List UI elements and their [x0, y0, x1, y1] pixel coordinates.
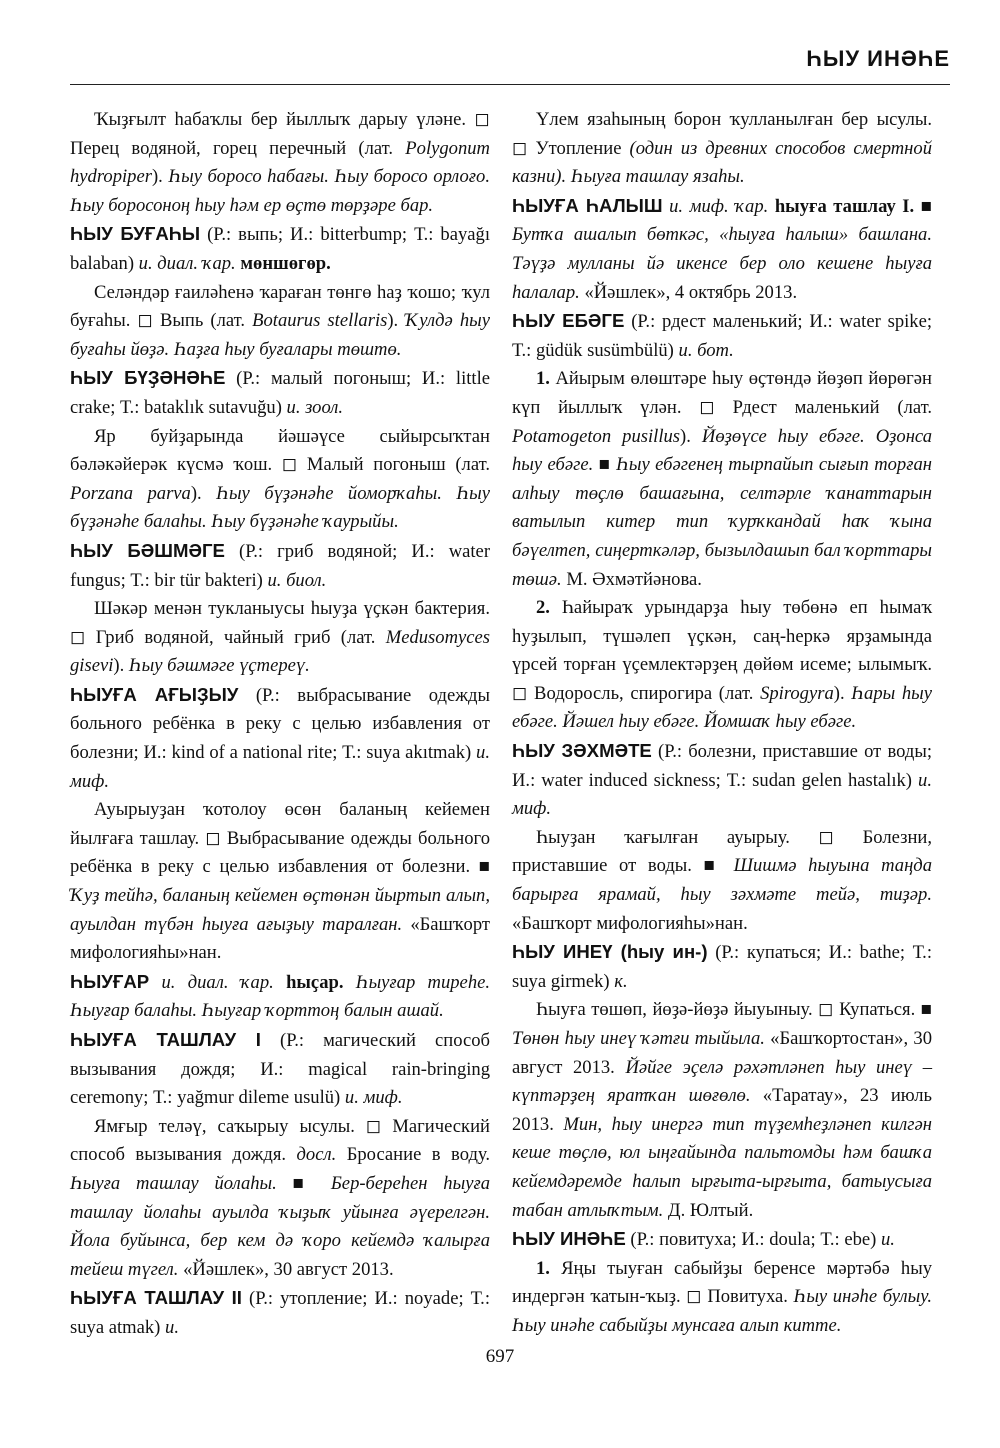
italic-text: Һыу бәшмәге үҫтереү.: [128, 655, 310, 677]
headword: ҺЫУҒАР: [70, 970, 150, 992]
headword: ҺЫУ ЕБӘГЕ: [512, 310, 625, 332]
text-run: (Р.: утопление; И.: noyade; Т.: suya atmak): [70, 1288, 490, 1338]
text-run: «Йәшлек», 30 август 2013.: [178, 1258, 394, 1280]
page-number: 697: [485, 1346, 515, 1367]
entry-definition: [70, 595, 490, 681]
entry-definition: [70, 423, 490, 537]
entry-definition: [70, 106, 490, 220]
headword: ҺЫУ БУҒАҺЫ: [70, 223, 201, 245]
bold-text: 2.: [536, 597, 550, 619]
text-run: (Р.: повитуха; И.: doula; Т.: ebe): [625, 1229, 881, 1251]
text-run: Д. Юлтый.: [663, 1199, 754, 1221]
text-run: Һыуҙан ҡағылған ауырыу. ◻ Болезни, приставшие от воды. ■: [512, 826, 932, 877]
text-run: Ҡыҙғылт һабаҡлы бер йыллыҡ дарыу үләнe. ◻ Перец водяной, горец перечный (лат.: [70, 109, 490, 159]
bold-text: 1.: [536, 368, 550, 390]
italic-text: Ҡуҙ тейһә, баланың кейемен өҫтөнән йыртып алып, ауылдан түбән һыуға ағыҙыу таралған.: [70, 885, 490, 935]
italic-text: Һыу инәһе булыу. Һыу инәһе сабыйҙы мунсаға алып китте.: [512, 1286, 932, 1336]
text-run: (Р.: магический способ вызывания дождя; И.: magical rain-bringing ceremony; Т.: yağmur dileme usulü): [70, 1030, 490, 1109]
bold-text: мөншөгөр.: [240, 252, 331, 274]
italic-text: Төнөн һыу инеү ҡәтғи тыйыла.: [512, 1028, 765, 1049]
text-run: Һыуға төшөп, йөҙә-йөҙә йыуыныу. ◻ Купаться. ■: [536, 999, 932, 1021]
italic-text: и. миф.: [344, 1087, 403, 1109]
headword: ҺЫУҒА ТАШЛАУ I: [70, 1029, 261, 1050]
bold-text: 1.: [536, 1257, 550, 1279]
text-run: «Йәшлек», 4 октябрь 2013.: [579, 281, 798, 303]
italic-text: и. миф.: [70, 742, 490, 792]
text-run: Яр буйҙарында йәшәүсе сыйырсыҡтан бәләкәйерәк күсмә ҡош. ◻ Малый погоныш (лат.: [70, 425, 490, 476]
text-run: «Башҡортостан», 30 август 2013.: [512, 1028, 932, 1078]
text-run: Селәндәр ғаиләһенә ҡараған төнгө һаҙ ҡошо; ҡул буғаһы. ◻ Выпь (лат.: [70, 281, 490, 332]
text-run: ■: [914, 195, 933, 217]
entry-definition: [512, 996, 932, 1225]
text-run: М. Әхмәтйәнова.: [561, 568, 702, 590]
headword: ҺЫУҒА ТАШЛАУ II: [70, 1287, 242, 1309]
text-run: ).: [680, 425, 702, 447]
left-column: [70, 106, 490, 1343]
italic-text: и. диал. ҡар.: [138, 252, 236, 274]
headword: ҺЫУ ИНӘҺЕ: [512, 1228, 626, 1250]
text-run: Ауырыуҙан ҡотолоу өсөн баланың кейемен йылғаға ташлау. ◻ Выбрасывание одежды больного ребёнка в реку с целью избавления от болезни. ■: [70, 799, 490, 878]
text-run: [768, 196, 775, 217]
dictionary-entry: [512, 938, 932, 996]
entry-definition: [70, 279, 490, 365]
right-column: [512, 106, 932, 1341]
italic-text: Йәйге эҫелә рәхәтләнеп һыу инеү – күптәрҙең яратҡан шөғөлө.: [512, 1056, 932, 1107]
bold-text: һыуға ташлау I.: [774, 195, 915, 217]
entry-definition: [512, 365, 932, 594]
dictionary-entry: [70, 1026, 490, 1113]
text-run: Бросание в воду.: [336, 1144, 490, 1166]
text-run: (Р.: гриб водяной; И.: water fungus; Т.: bir tür bakteri): [70, 540, 491, 591]
dictionary-entry: [70, 220, 490, 278]
text-run: Үлем язаһының борон ҡулланылған бер ысулы. ◻ Утопление: [512, 109, 932, 159]
dictionary-entry: [70, 364, 490, 422]
italic-text: и. миф. ҡар.: [669, 195, 769, 217]
entry-definition: [512, 1255, 932, 1341]
italic-text: Medusomyces gisevi: [70, 626, 490, 677]
text-run: (Р.: выпь; И.: bitterbump; Т.: bayağı balaban): [70, 224, 490, 274]
dictionary-entry: [70, 537, 490, 595]
italic-text: Һыуға ташлау язаһы.: [570, 166, 745, 188]
italic-text: Ҡулдә һыу буғаһы йөҙә. Һаҙға һыу буғалары төштө.: [70, 310, 490, 360]
italic-text: и.: [165, 1316, 179, 1338]
italic-text: Polygonum hydropiper: [70, 137, 490, 188]
text-run: Ямғыр теләү, саҡырыу ысулы. ◻ Магический способ вызывания дождя.: [70, 1115, 490, 1166]
dictionary-entry: [70, 1284, 490, 1342]
text-run: ).: [151, 166, 169, 188]
text-run: (Р.: малый погоныш; И.: little crake; Т.: bataklık sutavuğu): [70, 368, 490, 418]
italic-text: Potamogeton pusillus: [512, 425, 681, 447]
italic-text: и.: [880, 1229, 895, 1251]
italic-text: (один из древних способов смертной казни).: [512, 137, 932, 188]
italic-text: Бер-береһен һыуға ташлау йолаһы ауылда ҡыҙыҡ уйынға әүерелгән. Йола буйынса, бер кем дә ҡоро кейемдә ҡалырға тейеш түгел.: [70, 1172, 490, 1280]
dictionary-entry: [512, 737, 932, 824]
dictionary-entry: [70, 681, 490, 796]
italic-text: Һыу бүҙәнәһе йоморҡаһы. Һыу бүҙәнәһе балаһы. Һыу бүҙәнәһе ҡаурыйы.: [70, 482, 490, 533]
text-run: Һайыраҡ урындарҙа һыу төбөнә еп һымаҡ һуҙылып, түшәлеп үҫкән, саң-һеркә ярҙамында үрсей торған үҫемлектәрҙең дөйөм исеме; ылымыҡ. ◻ Водоросль, спирогира (лат.: [512, 597, 932, 704]
headword: ҺЫУҒА АҒЫҘЫУ: [70, 683, 239, 705]
italic-text: Һыуғар тиреһе. Һыуғар балаһы. Һыуғар ҡорттоң балын ашай.: [70, 971, 491, 1022]
text-run: Шәкәр менән тукланыусы һыуҙа үҫкән бактерия. ◻ Гриб водяной, чайный гриб (лат.: [70, 598, 490, 648]
headword: ҺЫУ БӘШМӘГЕ: [70, 539, 225, 561]
entry-definition: [512, 594, 932, 737]
italic-text: и. диал. ҡар.: [161, 971, 274, 993]
italic-text: Мин, һыу инергә тип түҙемһеҙләнеп килгән кеше төҫлө, юл ыңғайында пальтомды һәм башҡа кейемдәремде һалып ырғыта-ырғыта, батыусыға табан атлыҡтым.: [512, 1113, 932, 1221]
text-run: (Р.: рдест маленький; И.: water spike; Т.: güdük susümbülü): [512, 311, 932, 361]
italic-text: и. бот.: [678, 339, 734, 361]
italic-text: к.: [614, 970, 628, 992]
italic-text: Һары һыу ебәге. Йәшел һыу ебәге. Йомшаҡ һыу ебәге.: [512, 682, 932, 733]
header-rule: [70, 84, 950, 85]
text-run: ■: [276, 1172, 331, 1194]
text-run: ).: [387, 310, 406, 332]
dictionary-entry: [512, 192, 932, 307]
dictionary-entry: [70, 968, 490, 1026]
headword: ҺЫУ БҮҘӘНӘҺЕ: [70, 367, 226, 389]
running-head: ҺЫУ ИНӘҺЕ: [806, 46, 950, 71]
italic-text: досл.: [296, 1144, 337, 1166]
italic-text: Һыуға ташлау йолаһы.: [70, 1172, 277, 1194]
text-run: ).: [190, 482, 217, 504]
text-run: [274, 972, 286, 993]
text-run: (Р.: выбрасывание одежды больного ребёнка в реку с целью избавления от болезни; И.: kind of a national rite; Т.: suya akıtmak): [70, 684, 490, 764]
italic-text: и. миф.: [512, 769, 932, 820]
italic-text: Porzana parva: [70, 482, 191, 504]
text-run: «Таратау», 23 июль 2013.: [512, 1085, 932, 1135]
text-run: Айырым өлөштәре һыу өҫтөндә йөҙөп йөрөгән күп йыллыҡ үлән. ◻ Рдест маленький (лат.: [512, 368, 932, 418]
italic-text: Spirogyra: [760, 682, 834, 704]
text-run: ).: [833, 682, 852, 704]
bold-text: һыҫар.: [286, 971, 344, 993]
text-run: (Р.: купаться; И.: bathe; Т.: suya girmek): [512, 942, 932, 992]
italic-text: Шишмә һыуына таңда барырға ярамай, һыу зәхмәте тейә, тиҙәр.: [512, 855, 932, 906]
italic-text: Бутҡа ашалып бөткәс, «һыуға һалыш» башлана. Тәүҙә мулланы йә икенсе бер оло кешене һыуға һалалар.: [512, 224, 932, 303]
headword: ҺЫУ ЗӘХМӘТЕ: [512, 740, 652, 762]
text-run: (Р.: болезни, приставшие от воды; И.: water induced sickness; Т.: sudan gelen hastalık): [512, 741, 932, 791]
headword: ҺЫУҒА ҺАЛЫШ: [512, 194, 663, 216]
entry-definition: [70, 796, 490, 968]
italic-text: Һыу ебәгенең тырпайып сығып торған алһыу төҫлө башағына, селтәрле ҡанаттарын ватылып китер тип ҡурҡкандай һаҡ ҡына бәүелтеп, сиңерткәләр, бызылдашып бал ҡорттары төшә.: [512, 454, 933, 590]
entry-definition: [512, 106, 932, 192]
text-run: ■: [593, 454, 617, 476]
italic-text: Йөҙөүсе һыу ебәге. Оҙонса һыу ебәге.: [512, 425, 932, 476]
dictionary-entry: [512, 307, 932, 365]
italic-text: Botaurus stellaris: [252, 310, 388, 332]
italic-text: и. зоол.: [286, 396, 344, 418]
entry-definition: [70, 1113, 490, 1285]
text-run: [343, 972, 355, 993]
dictionary-entry: [512, 1225, 932, 1255]
text-run: ).: [113, 655, 129, 677]
text-run: «Башҡорт мифологияһы»нан.: [70, 913, 490, 964]
text-run: «Башҡорт мифологияһы»нан.: [512, 912, 748, 934]
italic-text: и. биол.: [267, 569, 327, 591]
text-run: Яңы тыуған сабыйҙы беренсе мәртәбә һыу индергән ҡатын-ҡыҙ. ◻ Повитуха.: [512, 1257, 932, 1308]
text-run: [149, 972, 161, 993]
headword: ҺЫУ ИНЕҮ (һыу ин-): [512, 941, 708, 963]
entry-definition: [512, 824, 932, 938]
italic-text: Һыу боросо һабағы. Һыу боросо орлоғо. Һыу боросоноң һыу һәм ер өҫтө төрҙәре бар.: [70, 166, 490, 216]
